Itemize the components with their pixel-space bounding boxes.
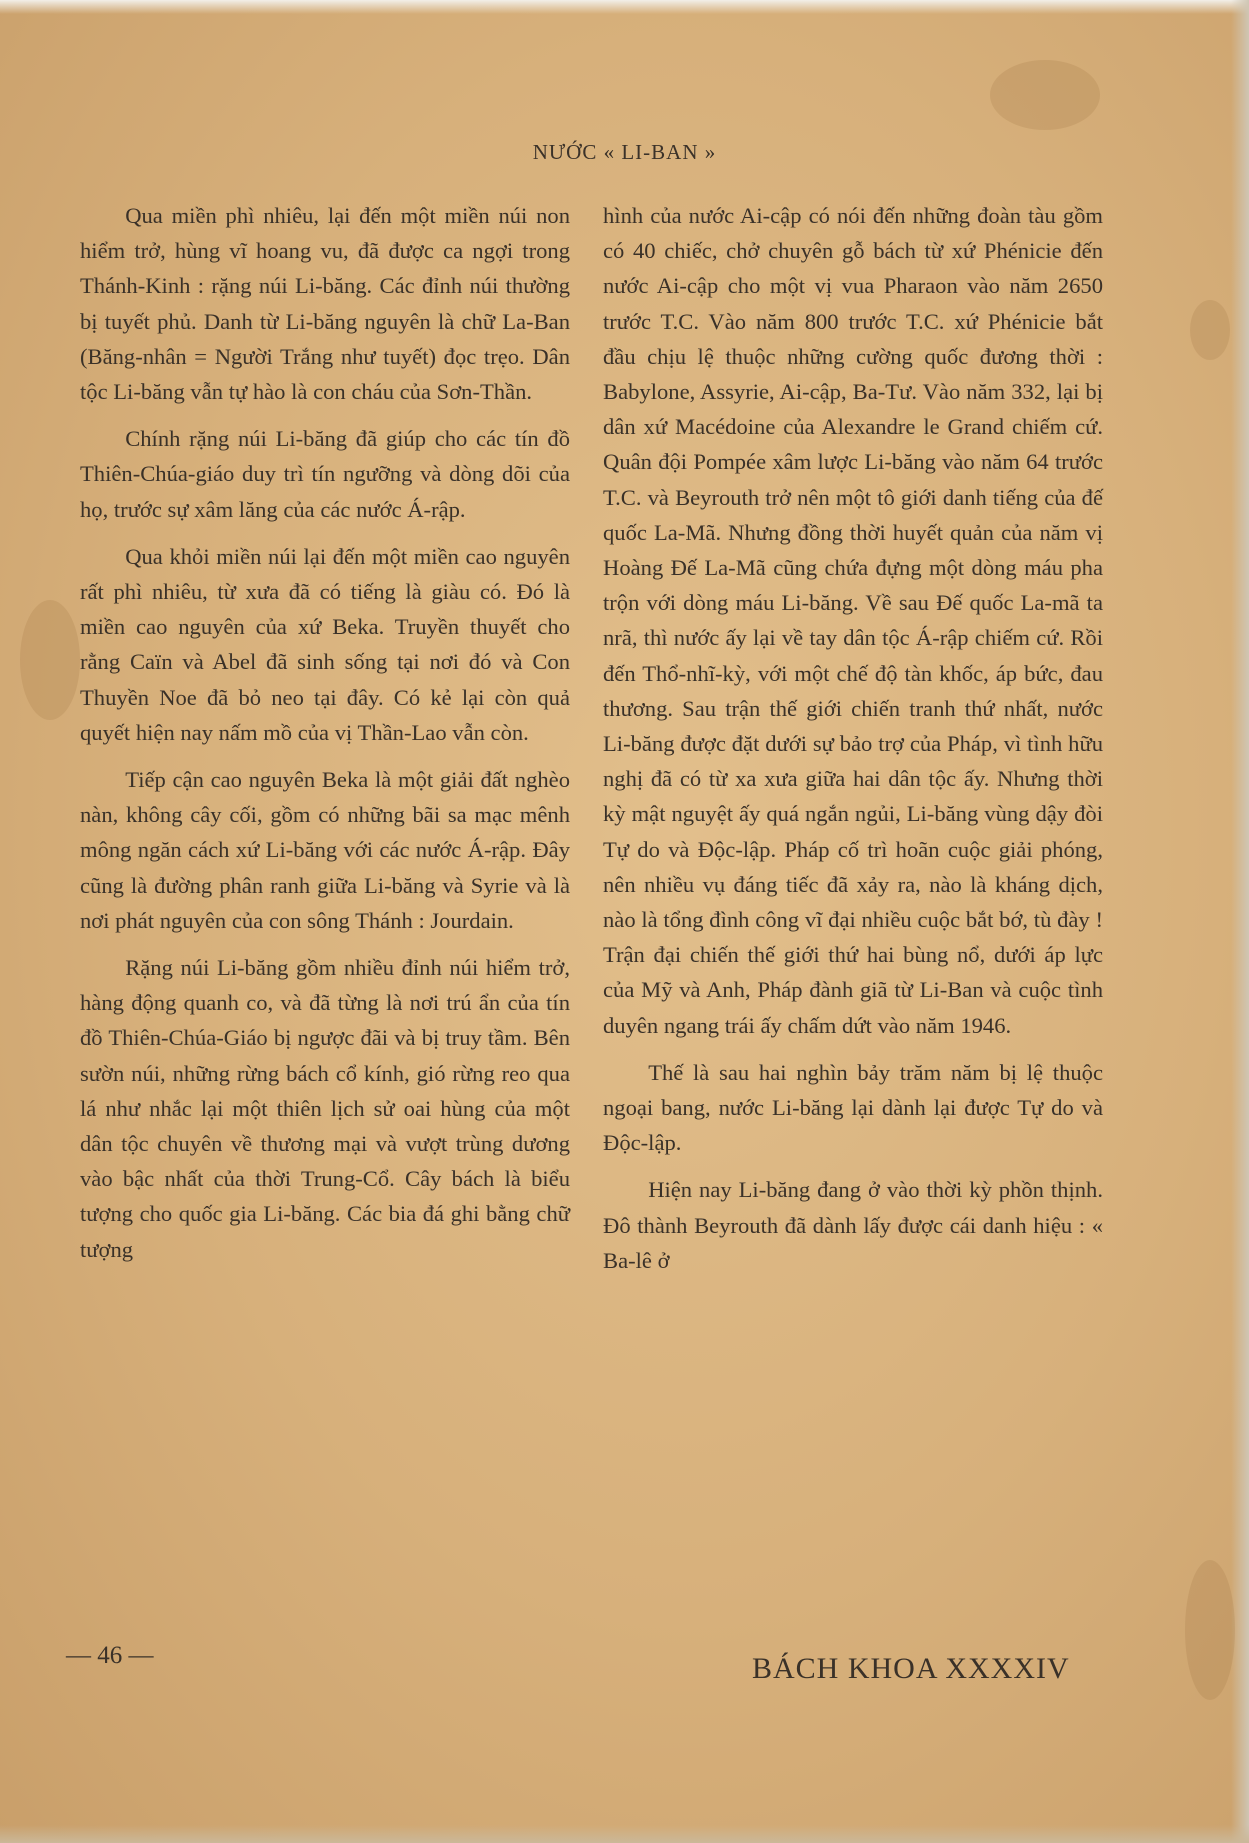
- paper-stain: [1190, 300, 1230, 360]
- left-column: [80, 198, 570, 1279]
- paper-edge-top: [0, 0, 1249, 14]
- paragraph: hình của nước Ai-cập có nói đến những đoàn tàu gồm có 40 chiếc, chở chuyên gỗ bách từ xứ Phénicie đến nước Ai-cập cho một vị vua Pharaon vào năm 2650 trước T.C. Vào năm 800 trước T.C. xứ Phénicie bắt đầu chịu lệ thuộc những cường quốc đương thời : Babylone, Assyrie, Ai-cập, Ba-Tư. Vào năm 332, lại bị dân xứ Macédoine của Alexandre le Grand chiếm cứ. Quân đội Pompée xâm lược Li-băng vào năm 64 trước T.C. và Beyrouth trở nên một tô giới danh tiếng của đế quốc La-Mã. Nhưng đồng thời huyết quản của năm vị Hoàng Đế La-Mã cũng chứa đựng một dòng máu pha trộn với dòng máu Li-băng. Về sau Đế quốc La-mã ta nrã, thì nước ấy lại về tay dân tộc Á-rập chiếm cứ. Rồi đến Thổ-nhĩ-kỳ, với một chế độ tàn khốc, áp bức, đau thương. Sau trận thế giới chiến tranh thứ nhất, nước Li-băng được đặt dưới sự bảo trợ của Pháp, vì tình hữu nghị đã có từ xa xưa giữa hai dân tộc ấy. Nhưng thời kỳ mật nguyệt ấy quá ngắn ngủi, Li-băng vùng dậy đòi Tự do và Độc-lập. Pháp cố trì hoãn cuộc giải phóng, nên nhiều vụ đáng tiếc đã xảy ra, nào là kháng dịch, nào là tổng đình công vĩ đại nhiều cuộc bắt bớ, tù đày ! Trận đại chiến thế giới thứ hai bùng nổ, dưới áp lực của Mỹ và Anh, Pháp đành giã từ Li-Ban và cuộc tình duyên ngang trái ấy chấm dứt vào năm 1946.: [603, 203, 1103, 1038]
- paper-stain: [1185, 1560, 1235, 1700]
- page-number: — 46 —: [66, 1642, 154, 1669]
- right-column: [603, 198, 1103, 1290]
- paragraph: Qua khỏi miền núi lại đến một miền cao nguyên rất phì nhiêu, từ xưa đã có tiếng là giàu có. Đó là miền cao nguyên của xứ Beka. Truyền thuyết cho rằng Caïn và Abel đã sinh sống tại nơi đó và Con Thuyền Noe đã bỏ neo tại đây. Có kẻ lại còn quả quyết hiện nay nấm mồ của vị Thần-Lao vẫn còn.: [80, 543, 570, 745]
- paragraph: Tiếp cận cao nguyên Beka là một giải đất nghèo nàn, không cây cối, gồm có những bãi sa mạc mênh mông ngăn cách xứ Li-băng với các nước Á-rập. Đây cũng là đường phân ranh giữa Li-băng và Syrie và là nơi phát nguyên của con sông Thánh : Jourdain.: [80, 767, 570, 933]
- paper-stain: [20, 600, 80, 720]
- paragraph: Thế là sau hai nghìn bảy trăm năm bị lệ thuộc ngoại bang, nước Li-băng lại dành lại được Tự do và Độc-lập.: [603, 1059, 1103, 1156]
- paragraph: Rặng núi Li-băng gồm nhiều đỉnh núi hiểm trở, hàng động quanh co, và đã từng là nơi trú ẩn của tín đồ Thiên-Chúa-Giáo bị ngược đãi và bị truy tầm. Bên sườn núi, những rừng bách cổ kính, gió rừng reo qua lá như nhắc lại một thiên lịch sử oai hùng của một dân tộc chuyên về thương mại và vượt trùng dương vào bậc nhất của thời Trung-Cổ. Cây bách là biểu tượng cho quốc gia Li-băng. Các bia đá ghi bằng chữ tượng: [80, 955, 570, 1262]
- publication-title: BÁCH KHOA XXXXIV: [752, 1652, 1070, 1685]
- paper-edge-bottom: [0, 1825, 1249, 1843]
- paragraph: Hiện nay Li-băng đang ở vào thời kỳ phồn thịnh. Đô thành Beyrouth đã dành lấy được cái danh hiệu : « Ba-lê ở: [603, 1177, 1103, 1273]
- running-title: NƯỚC « LI-BAN »: [532, 140, 717, 164]
- paper-stain: [990, 60, 1100, 130]
- paper-edge-right: [1231, 0, 1249, 1843]
- paragraph: Chính rặng núi Li-băng đã giúp cho các tín đồ Thiên-Chúa-giáo duy trì tín ngưỡng và dòng dõi của họ, trước sự xâm lăng của các nước Á-rập.: [80, 426, 570, 522]
- paragraph: Qua miền phì nhiêu, lại đến một miền núi non hiểm trở, hùng vĩ hoang vu, đã được ca ngợi trong Thánh-Kinh : rặng núi Li-băng. Các đỉnh núi thường bị tuyết phủ. Danh từ Li-băng nguyên là chữ La-Ban (Băng-nhân = Người Trắng như tuyết) đọc trẹo. Dân tộc Li-băng vẫn tự hào là con cháu của Sơn-Thần.: [80, 203, 570, 405]
